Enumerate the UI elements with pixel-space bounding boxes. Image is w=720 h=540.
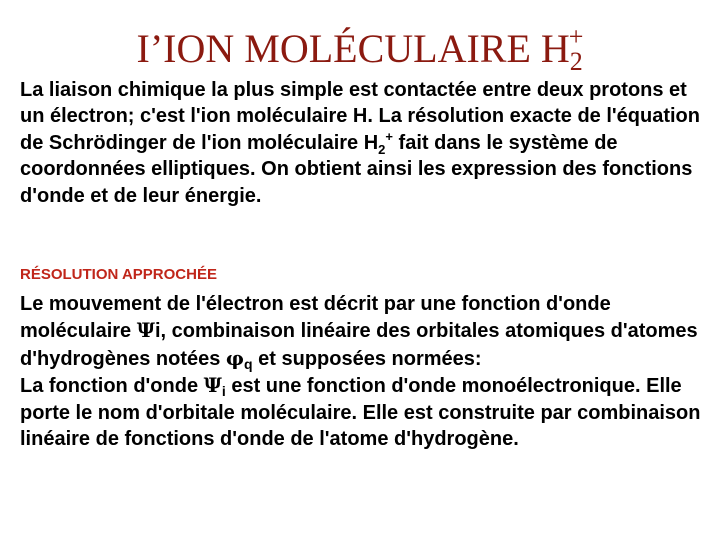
intro-paragraph (20, 77, 710, 209)
intro-text-part-1: La liaison chimique la plus simple est contactée entre deux protons et un électron; c'est l'ion moléculaire H. La résolution exacte de l'équation de Schrödinger de l'ion moléculaire H (20, 79, 700, 154)
title-subscript: 2 (569, 47, 583, 76)
approx-s2-part-2: est une fonction d'onde monoélectronique. Elle porte le nom d'orbitale moléculaire. Elle est construite par combinaison linéaire de fonctions d'onde de l'atome d'hydrogène. (20, 375, 701, 451)
section-heading: RÉSOLUTION APPROCHÉE (20, 266, 217, 283)
approx-s2-part-1: La fonction d'onde (20, 375, 204, 398)
psi-index-2: i (221, 383, 226, 400)
approx-s1-part-1: Le mouvement de l'électron est décrit par une fonction d'onde moléculaire (20, 293, 611, 343)
phi-index: q (244, 355, 253, 372)
intro-text-part-2: fait dans le système de coordonnées elliptiques. On obtient ainsi les expression des fonctions d'onde et de leur énergie. (20, 131, 693, 207)
approx-sentence-2 (20, 372, 710, 452)
approx-paragraph (20, 291, 710, 452)
psi-index: i (154, 320, 161, 343)
psi-symbol: Ψ (136, 318, 155, 343)
approx-sentence-1 (20, 291, 710, 372)
title-superscript: + (568, 22, 584, 51)
h2-superscript: + (385, 128, 393, 144)
approx-s1-part-2: , combinaison linéaire des orbitales atomiques d'atomes d'hydrogènes notées (20, 320, 698, 370)
approx-s1-part-3: et supposées normées: (252, 347, 482, 370)
title-text: I’ION MOLÉCULAIRE H (136, 26, 570, 71)
page-title (0, 22, 720, 76)
intro-text (20, 77, 710, 209)
h2-subscript: 2 (378, 141, 386, 157)
psi-symbol-2: Ψ (203, 373, 222, 398)
phi-symbol: φ (225, 345, 245, 370)
